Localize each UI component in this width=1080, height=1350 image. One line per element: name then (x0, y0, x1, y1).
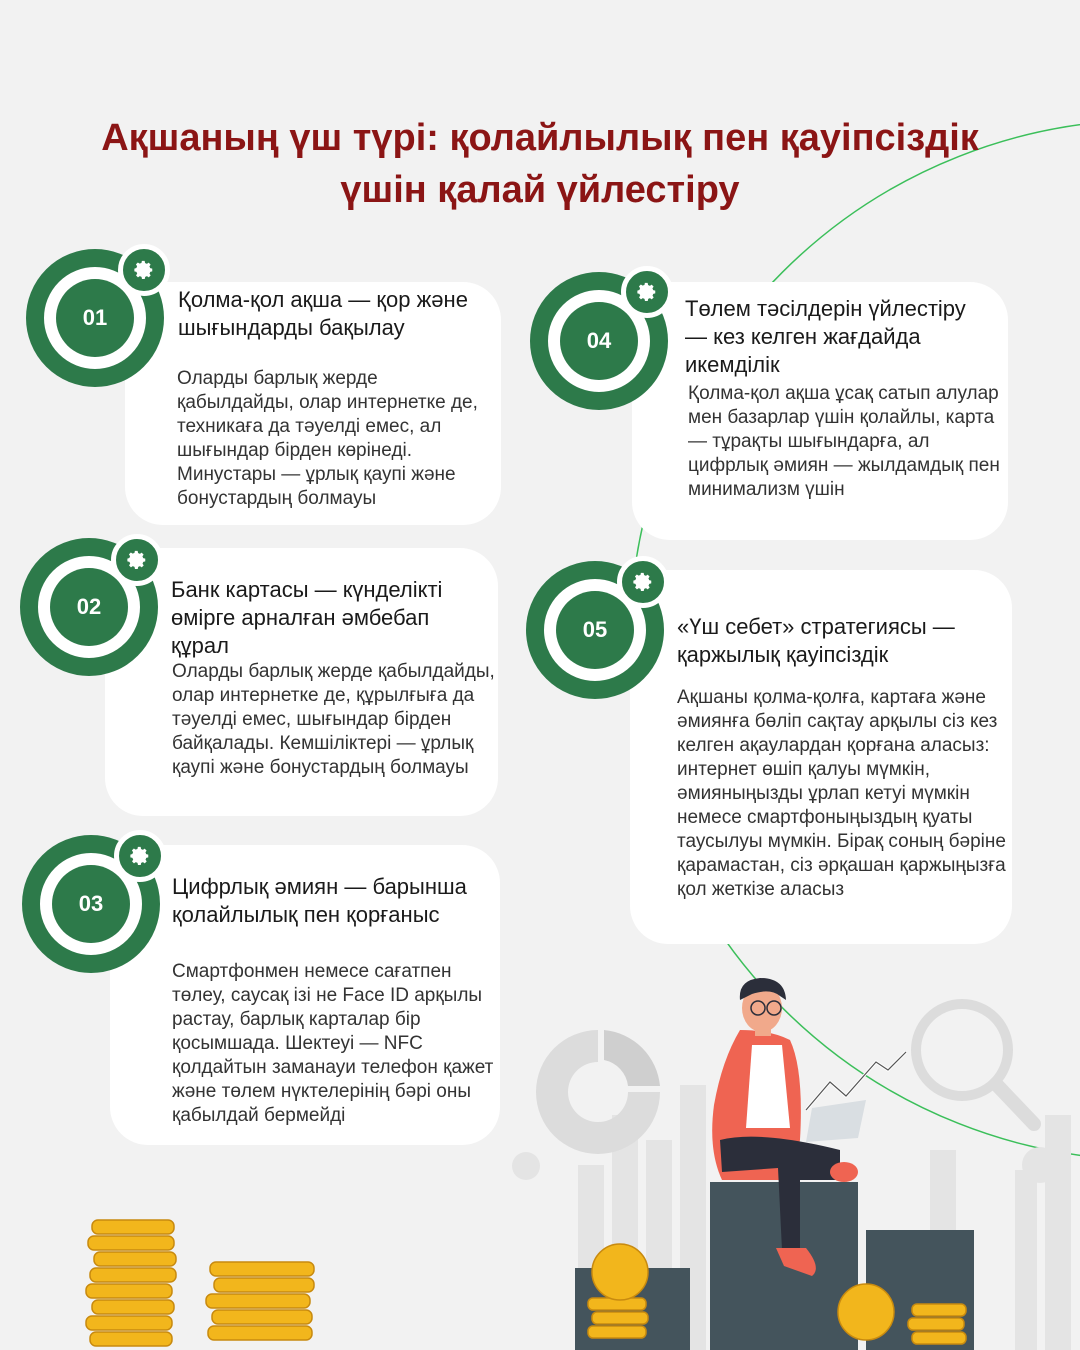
item-text: Оларды барлық жерде қабылдайды, олар интернетке де, техникаға да тәуелді емес, ал шығындар бірден көрінеді. Минустары — ұрлық қаупі және бонустардың болмауы (177, 368, 478, 509)
item-number: 01 (82, 305, 108, 330)
gear-icon (617, 556, 669, 608)
item-number: 05 (582, 617, 608, 642)
gear-icon (111, 534, 163, 586)
gear-icon (114, 830, 166, 882)
item-text: Оларды барлық жерде қабылдайды, олар интернетке де, құрылғыға да тәуелді емес, шығындар бірден байқалады. Кемшіліктері — ұрлық қаупі және бонустардың болмауы (172, 661, 495, 778)
growth-arrow-icon (806, 1052, 906, 1110)
page-title: Ақшаның үш түрі: қолайлылық пен қауіпсіздік үшін қалай үйлестіру (101, 117, 979, 211)
item-heading: Төлем тәсілдерін үйлестіру — кез келген жағдайда икемділік (685, 296, 966, 377)
item-heading: Цифрлық әмиян — барынша қолайлылық пен қорғаныс (172, 874, 467, 927)
item-heading: Қолма-қол ақша — қор және шығындарды бақылау (178, 287, 468, 340)
item-heading: Банк картасы — күнделікті өмірге арналған әмбебап құрал (171, 577, 443, 658)
item-number: 03 (78, 891, 104, 916)
magnifier-icon (916, 1004, 1034, 1124)
item-number: 02 (76, 594, 102, 619)
item-heading: «Үш себет» стратегиясы — қаржылық қауіпсіздік (677, 614, 955, 667)
item-text: Қолма-қол ақша ұсақ сатып алулар мен базарлар үшін қолайлы, карта — тұрақты шығындарға, ал цифрлық әмиян — жылдамдық пен минимализм үшін (688, 383, 1000, 500)
item-text: Ақшаны қолма-қолға, картаға және әмиянға бөліп сақтау арқылы сіз кез келген ақаулардан қорғана аласыз: интернет өшіп қалуы мүмкін, әмияныңызды ұрлап кетуі мүмкін немесе смартфоныңыздың қуаты таусылуы мүмкін. Бірақ соның бәріне қарамастан, сіз әрқашан қаржыңызға қол жеткізе аласыз (677, 687, 1006, 900)
gear-icon (118, 244, 170, 296)
item-text: Смартфонмен немесе сағатпен төлеу, саусақ ізі не Face ID арқылы растау, барлық карталар бір қосымшада. Шектеуі — NFC қолдайтын заманауи телефон қажет және төлем нүктелерінің бәрі оны қабылдай бермейді (172, 961, 494, 1126)
gear-icon (621, 266, 673, 318)
item-number: 04 (586, 328, 612, 353)
